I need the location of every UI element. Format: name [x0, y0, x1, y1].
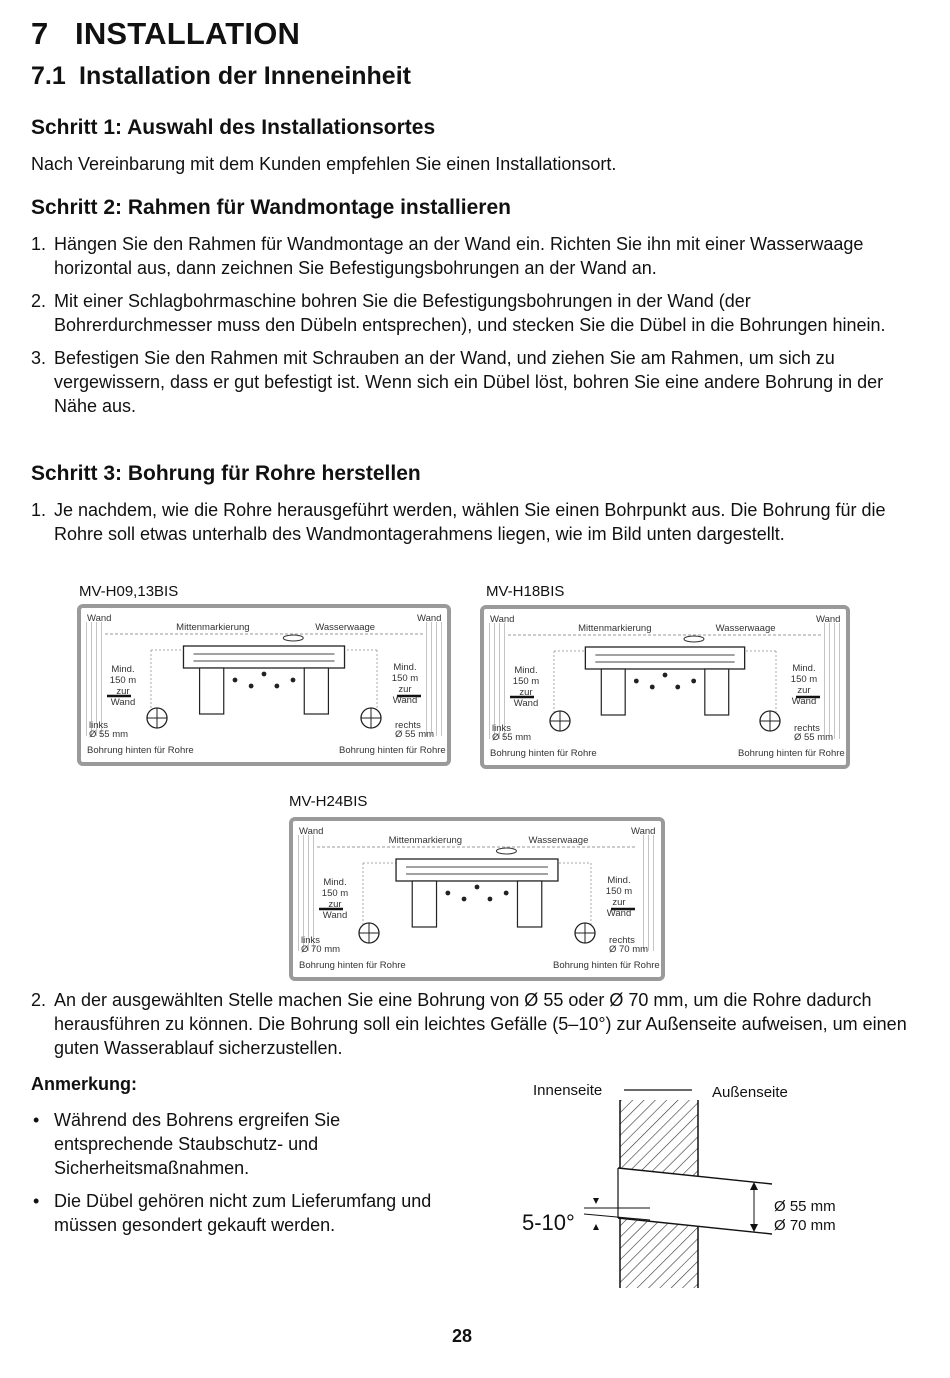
diameter-left-label: Ø 70 mm	[301, 944, 341, 955]
step2-item	[31, 232, 911, 280]
step3-item-text: Je nachdem, wie die Rohre herausgeführt werden, wählen Sie einen Bohrpunkt aus. Die Bohrung für die Rohre soll etwas unterhalb des Wandmontagerahmens liegen, wie im Bild unten dargestellt.	[54, 500, 886, 544]
angle-label: 5-10°	[522, 1210, 575, 1235]
hole-right-label: Bohrung hinten für Rohre	[738, 748, 845, 759]
diameter-right-label: Ø 55 mm	[395, 729, 435, 740]
level-label: Wasserwaage	[715, 623, 776, 634]
step3-item-text: An der ausgewählten Stelle machen Sie eine Bohrung von Ø 55 oder Ø 70 mm, um die Rohre dadurch herausführen zu können. Die Bohrung soll ein leichtes Gefälle (5–10°) zur Außenseite aufweisen, um einen guten Wasserablauf sicherzustellen.	[54, 990, 907, 1058]
center-mark-label: Mittenmarkierung	[578, 623, 652, 634]
level-label: Wasserwaage	[315, 622, 376, 633]
diameter-70-label: Ø 70 mm	[774, 1217, 836, 1234]
side-left-label: links	[89, 720, 109, 731]
inside-label: Innenseite	[533, 1082, 603, 1099]
note-item-text: Die Dübel gehören nicht zum Lieferumfang und müssen gesondert gekauft werden.	[54, 1191, 432, 1235]
diameter-left-label: Ø 55 mm	[492, 732, 532, 743]
chapter-heading	[31, 16, 300, 52]
bracket-diagram-mv-h24bis	[289, 817, 665, 981]
note-list	[31, 1108, 451, 1246]
section-number: 7.1	[31, 62, 66, 90]
side-right-label: rechts	[395, 720, 421, 731]
step2-item-number: 3.	[31, 348, 47, 368]
step2-item-text: Befestigen Sie den Rahmen mit Schrauben an der Wand, und ziehen Sie am Rahmen, um sich zu vergewissern, dass er gut befestigt ist. Wenn sich ein Dübel löst, bohren Sie eine andere Bohrung in der Nähe aus.	[54, 348, 884, 416]
wall-right-label: Wand	[631, 826, 656, 837]
level-label: Wasserwaage	[528, 835, 589, 846]
side-left-label: links	[492, 723, 512, 734]
hole-left-label: Bohrung hinten für Rohre	[490, 748, 597, 759]
center-mark-label: Mittenmarkierung	[388, 835, 463, 846]
step3-list-2	[31, 988, 911, 1069]
side-right-label: rechts	[794, 723, 820, 734]
wall-left-label: Wand	[299, 826, 324, 837]
step2-item-text: Mit einer Schlagbohrmaschine bohren Sie die Befestigungsbohrungen in der Wand (der Bohrerdurchmesser muss den Dübeln entsprechen), und stecken Sie die Dübel in die Bohrungen hinein.	[54, 291, 886, 335]
diameter-55-label: Ø 55 mm	[774, 1198, 836, 1215]
diagram-caption-2: MV-H18BIS	[486, 583, 565, 600]
step2-item	[31, 289, 911, 337]
side-right-label: rechts	[609, 935, 635, 946]
step1-title: Schritt 1: Auswahl des Installationsortes	[31, 116, 436, 139]
step3-item	[31, 498, 911, 546]
wall-section-drawing	[500, 1074, 880, 1294]
wall-left-label: Wand	[87, 613, 112, 624]
bullet-icon: •	[33, 1110, 40, 1130]
center-mark-label: Mittenmarkierung	[176, 622, 250, 633]
bracket-diagram-mv-h18bis	[480, 605, 850, 769]
step2-item-number: 2.	[31, 291, 47, 311]
diameter-left-label: Ø 55 mm	[89, 729, 129, 740]
diagram-caption-3: MV-H24BIS	[289, 793, 368, 810]
chapter-title: INSTALLATION	[75, 16, 301, 51]
hole-right-label: Bohrung hinten für Rohre	[553, 960, 660, 971]
page-number: 28	[452, 1326, 473, 1346]
wall-left-label: Wand	[490, 614, 515, 625]
step3-item-number: 1.	[31, 500, 47, 520]
hole-left-label: Bohrung hinten für Rohre	[87, 745, 194, 756]
note-item-text: Während des Bohrens ergreifen Sie entsprechende Staubschutz- und Sicherheitsmaßnahmen.	[54, 1110, 341, 1178]
diagram-caption-1: MV-H09,13BIS	[79, 583, 179, 600]
diameter-right-label: Ø 70 mm	[609, 944, 649, 955]
min-distance-right: Mind. 150 m zur Wand	[790, 663, 818, 707]
step3-list-1	[31, 498, 911, 555]
step3-item	[31, 988, 911, 1060]
section-heading	[31, 62, 411, 91]
wall-right-label: Wand	[816, 614, 841, 625]
step2-list	[31, 232, 911, 427]
min-distance-right: Mind. 150 m zur Wand	[605, 875, 633, 919]
min-distance-left: Mind. 150 m zur Wand	[321, 877, 349, 921]
step2-title: Schritt 2: Rahmen für Wandmontage installieren	[31, 196, 511, 219]
step2-item-number: 1.	[31, 234, 47, 254]
diameter-right-label: Ø 55 mm	[794, 732, 834, 743]
step2-item-text: Hängen Sie den Rahmen für Wandmontage an der Wand ein. Richten Sie ihn mit einer Wasserwaage horizontal aus, dann zeichnen Sie Befestigungsbohrungen an der Wand an.	[54, 234, 864, 278]
bullet-icon: •	[33, 1191, 40, 1211]
wall-right-label: Wand	[417, 613, 442, 624]
step2-item	[31, 346, 911, 418]
slope-figure	[500, 1074, 880, 1294]
side-left-label: links	[301, 935, 321, 946]
step3-item-number: 2.	[31, 990, 47, 1010]
section-title: Installation der Inneneinheit	[79, 62, 411, 90]
hole-left-label: Bohrung hinten für Rohre	[299, 960, 406, 971]
min-distance-left: Mind. 150 m zur Wand	[512, 665, 540, 709]
note-item	[31, 1108, 451, 1180]
note-title: Anmerkung:	[31, 1074, 138, 1094]
hole-right-label: Bohrung hinten für Rohre	[339, 745, 446, 756]
step3-title: Schritt 3: Bohrung für Rohre herstellen	[31, 462, 421, 485]
outside-label: Außenseite	[712, 1084, 788, 1101]
bracket-diagram-mv-h09-13bis	[77, 604, 451, 766]
step1-text: Nach Vereinbarung mit dem Kunden empfehlen Sie einen Installationsort.	[31, 154, 617, 174]
min-distance-right: Mind. 150 m zur Wand	[391, 662, 419, 706]
min-distance-left: Mind. 150 m zur Wand	[109, 664, 137, 708]
chapter-number: 7	[31, 16, 49, 51]
note-item	[31, 1189, 451, 1237]
